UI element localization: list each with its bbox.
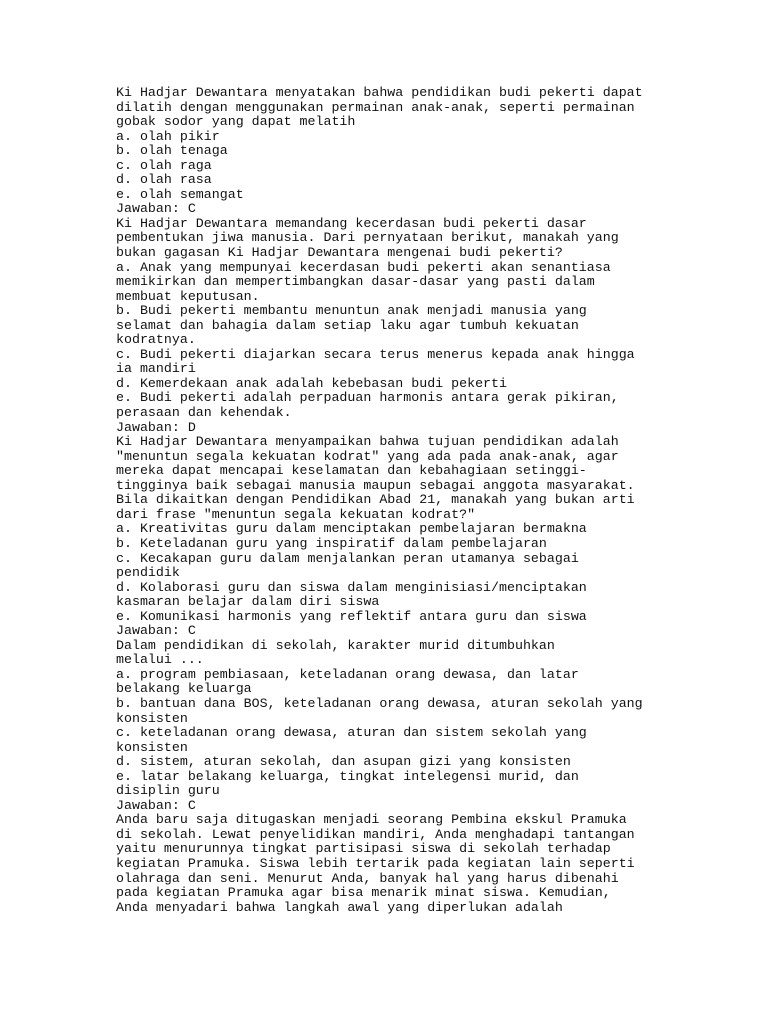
text-line: pendidik — [116, 565, 180, 581]
text-line: c. olah raga — [116, 157, 212, 173]
text-line: selamat dan bahagia dalam setiap laku agar tumbuh kekuatan — [116, 317, 579, 333]
text-line: c. keteladanan orang dewasa, aturan dan sistem sekolah yang — [116, 725, 587, 741]
text-line: ia mandiri — [116, 361, 196, 377]
text-line: Jawaban: C — [116, 623, 196, 639]
text-line: kodratnya. — [116, 332, 196, 348]
text-line: mereka dapat mencapai keselamatan dan kebahagiaan setinggi- — [116, 463, 587, 479]
text-line: melalui ... — [116, 652, 204, 668]
text-line: b. bantuan dana BOS, keteladanan orang dewasa, aturan sekolah yang — [116, 695, 643, 711]
text-line: Ki Hadjar Dewantara menyampaikan bahwa tujuan pendidikan adalah — [116, 434, 619, 450]
text-line: Jawaban: C — [116, 201, 196, 217]
text-line: Anda baru saja ditugaskan menjadi seorang Pembina ekskul Pramuka — [116, 812, 627, 828]
text-line: Dalam pendidikan di sekolah, karakter murid ditumbuhkan — [116, 637, 555, 653]
text-line: kasmaran belajar dalam diri siswa — [116, 594, 380, 610]
text-line: pada kegiatan Pramuka agar bisa menarik minat siswa. Kemudian, — [116, 885, 611, 901]
text-line: e. Budi pekerti adalah perpaduan harmonis antara gerak pikiran, — [116, 390, 619, 406]
text-line: dilatih dengan menggunakan permainan anak-anak, seperti permainan — [116, 99, 635, 115]
text-line: bukan gagasan Ki Hadjar Dewantara mengenai budi pekerti? — [116, 245, 563, 261]
text-line: gobak sodor yang dapat melatih — [116, 114, 356, 130]
text-line: Bila dikaitkan dengan Pendidikan Abad 21, manakah yang bukan arti — [116, 492, 635, 508]
text-line: b. Budi pekerti membantu menuntun anak menjadi manusia yang — [116, 303, 587, 319]
text-line: kegiatan Pramuka. Siswa lebih tertarik pada kegiatan lain seperti — [116, 855, 635, 871]
text-line: c. Kecakapan guru dalam menjalankan peran utamanya sebagai — [116, 550, 579, 566]
text-line: Ki Hadjar Dewantara memandang kecerdasan budi pekerti dasar — [116, 215, 587, 231]
text-line: b. Keteladanan guru yang inspiratif dalam pembelajaran — [116, 535, 547, 551]
text-line: konsisten — [116, 739, 188, 755]
text-line: membuat keputusan. — [116, 288, 260, 304]
text-line: dari frase "menuntun segala kekuatan kodrat?" — [116, 506, 476, 522]
text-line: d. olah rasa — [116, 172, 212, 188]
text-line: e. olah semangat — [116, 186, 244, 202]
text-line: pembentukan jiwa manusia. Dari pernyataan berikut, manakah yang — [116, 230, 619, 246]
text-line: disiplin guru — [116, 783, 220, 799]
text-line: olahraga dan seni. Menurut Anda, banyak hal yang harus dibenahi — [116, 870, 619, 886]
text-line: d. Kolaborasi guru dan siswa dalam menginisiasi/menciptakan — [116, 579, 587, 595]
text-line: a. program pembiasaan, keteladanan orang dewasa, dan latar — [116, 666, 579, 682]
text-line: a. Anak yang mempunyai kecerdasan budi pekerti akan senantiasa — [116, 259, 611, 275]
text-line: Anda menyadari bahwa langkah awal yang diperlukan adalah — [116, 899, 563, 915]
text-line: yaitu menurunnya tingkat partisipasi siswa di sekolah terhadap — [116, 841, 611, 857]
text-line: d. sistem, aturan sekolah, dan asupan gizi yang konsisten — [116, 754, 571, 770]
text-line: konsisten — [116, 710, 188, 726]
text-line: e. latar belakang keluarga, tingkat intelegensi murid, dan — [116, 768, 579, 784]
text-line: a. Kreativitas guru dalam menciptakan pembelajaran bermakna — [116, 521, 587, 537]
text-line: e. Komunikasi harmonis yang reflektif antara guru dan siswa — [116, 608, 587, 624]
text-line: tingginya baik sebagai manusia maupun sebagai anggota masyarakat. — [116, 477, 635, 493]
text-line: Jawaban: D — [116, 419, 196, 435]
text-line: d. Kemerdekaan anak adalah kebebasan budi pekerti — [116, 375, 507, 391]
text-line: memikirkan dan mempertimbangkan dasar-dasar yang pasti dalam — [116, 274, 595, 290]
text-line: perasaan dan kehendak. — [116, 405, 292, 421]
text-line: Jawaban: C — [116, 797, 196, 813]
text-line: di sekolah. Lewat penyelidikan mandiri, Anda menghadapi tantangan — [116, 826, 635, 842]
text-line: belakang keluarga — [116, 681, 252, 697]
text-line: "menuntun segala kekuatan kodrat" yang ada pada anak-anak, agar — [116, 448, 619, 464]
text-line: a. olah pikir — [116, 128, 220, 144]
text-line: c. Budi pekerti diajarkan secara terus menerus kepada anak hingga — [116, 346, 635, 362]
text-line: b. olah tenaga — [116, 143, 228, 159]
document-text — [116, 86, 756, 915]
text-line: Ki Hadjar Dewantara menyatakan bahwa pendidikan budi pekerti dapat — [116, 85, 643, 100]
